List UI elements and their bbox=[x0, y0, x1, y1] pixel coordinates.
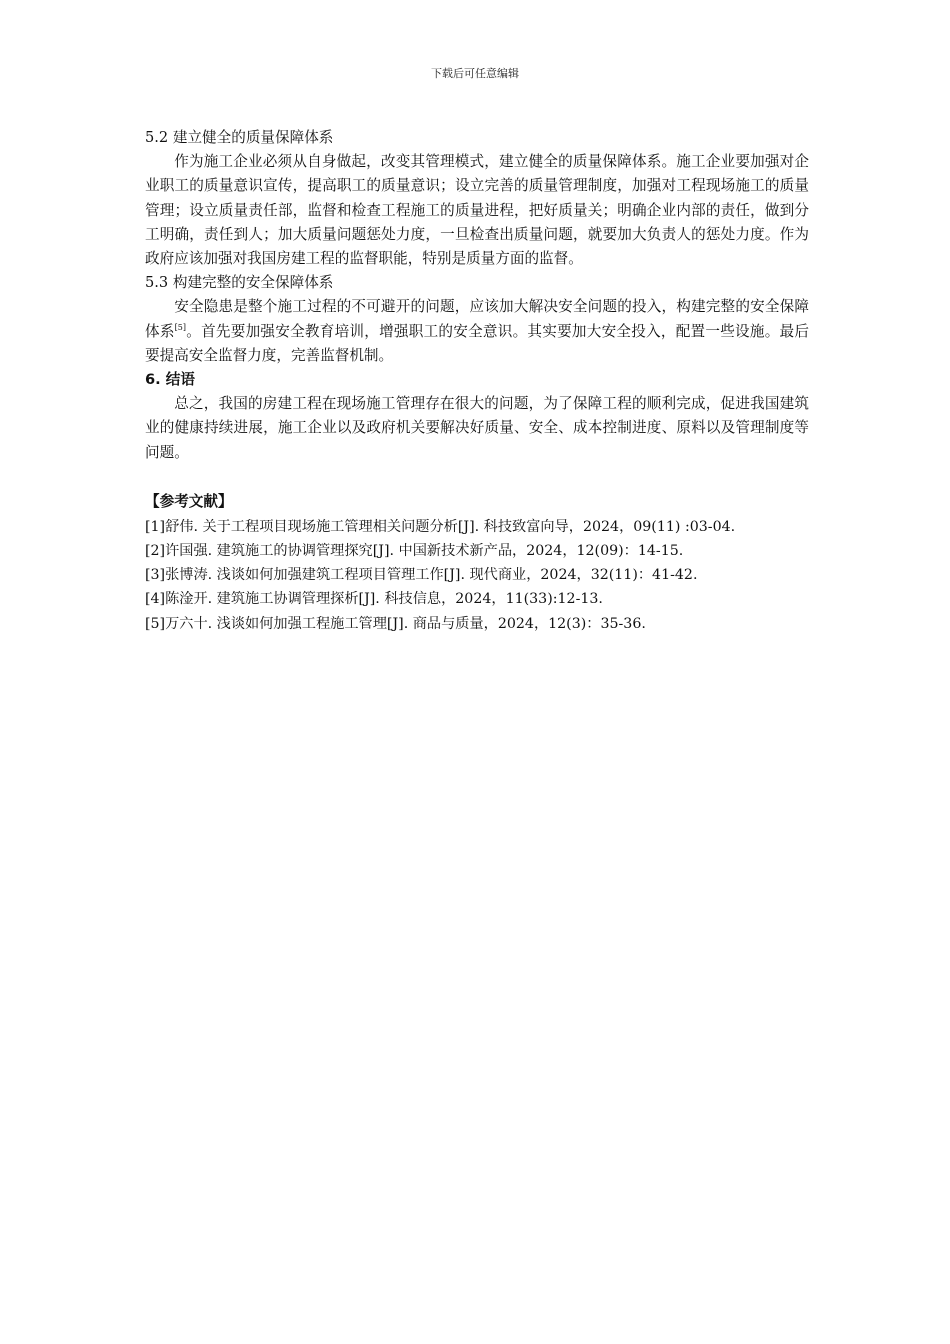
reference-item-3: [3]张博涛. 浅谈如何加强建筑工程项目管理工作[J]. 现代商业，2024，32(11)：41-42. bbox=[145, 567, 698, 584]
section-heading-5-2: 5.2 建立健全的质量保障体系 bbox=[145, 129, 334, 146]
section-paragraph-5-2: 作为施工企业必须从自身做起，改变其管理模式，建立健全的质量保障体系。施工企业要加强对企业职工的质量意识宣传，提高职工的质量意识；设立完善的质量管理制度，加强对工程现场施工的质量管理；设立质量责任部，监督和检查工程施工的质量进程，把好质量关；明确企业内部的责任，做到分工明确，责任到人；加大质量问题惩处力度，一旦检查出质量问题，就要加大负责人的惩处力度。作为政府应该加强对我国房建工程的监督职能，特别是质量方面的监督。 bbox=[145, 153, 809, 268]
citation-marker: [5] bbox=[174, 322, 187, 332]
reference-item-2: [2]许国强. 建筑施工的协调管理探究[J]. 中国新技术新产品，2024，12(09)：14-15. bbox=[145, 543, 684, 560]
section-heading-6: 6. 结语 bbox=[145, 371, 195, 389]
page-header: 下载后可任意编辑 bbox=[431, 67, 519, 80]
section-heading-5-3: 5.3 构建完整的安全保障体系 bbox=[145, 274, 334, 292]
document-body bbox=[145, 126, 809, 636]
paragraph-text-part2: 。首先要加强安全教育培训，增强职工的安全意识。其实要加大安全投入，配置一些设施。最后要提高安全监督力度，完善监督机制。 bbox=[145, 322, 809, 364]
reference-item-5: [5]万六十. 浅谈如何加强工程施工管理[J]. 商品与质量，2024，12(3)：35-36. bbox=[145, 615, 646, 632]
reference-item-4: [4]陈淦开. 建筑施工协调管理探析[J]. 科技信息，2024，11(33):12-13. bbox=[145, 591, 603, 608]
references-title: 【参考文献】 bbox=[145, 492, 233, 510]
section-paragraph-6: 总之，我国的房建工程在现场施工管理存在很大的问题，为了保障工程的顺利完成，促进我国建筑业的健康持续进展，施工企业以及政府机关要解决好质量、安全、成本控制进度、原料以及管理制度等问题。 bbox=[145, 395, 809, 461]
section-paragraph-5-3 bbox=[145, 295, 809, 368]
paragraph-text-part1: 安全隐患是整个施工过程的不可避开的问题，应该加大解决安全问题的投入，构建完整的安全保障体系 bbox=[145, 298, 809, 340]
section-spacer bbox=[145, 465, 809, 489]
reference-item-1: [1]舒伟. 关于工程项目现场施工管理相关问题分析[J]. 科技致富向导，2024，09(11) :03-04. bbox=[145, 518, 736, 535]
